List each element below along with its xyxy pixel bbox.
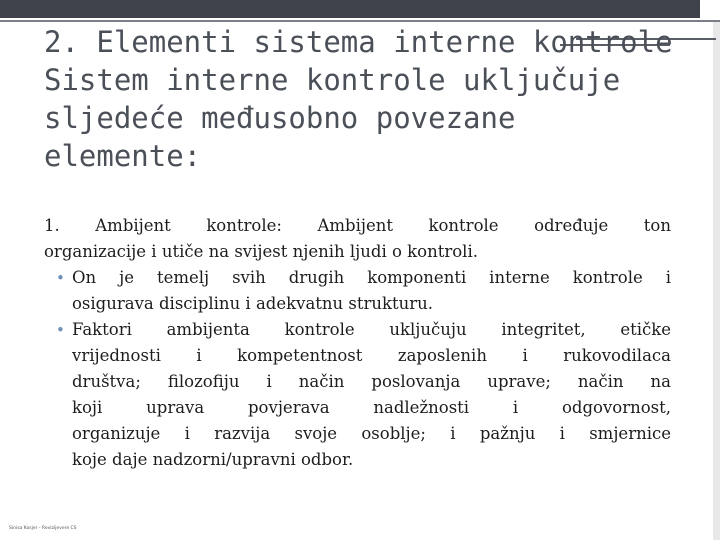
- slide-title: [44, 23, 673, 175]
- slide-footer: Sinisa Kosjer - Revizijevere CS: [9, 526, 77, 531]
- bullet-line: koje daje nadzorni/upravni odbor.: [72, 450, 354, 469]
- right-edge-strip: [713, 22, 720, 540]
- top-bar: [0, 0, 700, 18]
- slide-body: [44, 213, 671, 473]
- intro-line: 1. Ambijent kontrole: Ambijent kontrole određuje ton: [44, 216, 671, 235]
- title-line: 2. Elementi sistema interne kontrole: [44, 25, 673, 59]
- bullet-item: [44, 265, 671, 317]
- bullet-line: društva; filozofiju i način poslovanja uprave; način na: [72, 372, 671, 391]
- bullet-line: Faktori ambijenta kontrole uključuju integritet, etičke: [72, 320, 671, 339]
- top-bar-accent: [700, 0, 720, 22]
- title-line: Sistem interne kontrole uključuje: [44, 63, 621, 97]
- bullet-dot-icon: •: [56, 269, 65, 287]
- intro-line: organizacije i utiče na svijest njenih ljudi o kontroli.: [44, 242, 478, 261]
- bullet-line: koji uprava povjerava nadležnosti i odgovornost,: [72, 398, 671, 417]
- bullet-item: [44, 317, 671, 473]
- bullet-dot-icon: •: [56, 321, 65, 339]
- title-line: elemente:: [44, 139, 202, 173]
- top-bar-line: [0, 20, 720, 22]
- title-line: sljedeće međusobno povezane: [44, 101, 516, 135]
- bullet-line: vrijednosti i kompetentnost zaposlenih i rukovodilaca: [72, 346, 671, 365]
- bullet-line: osigurava disciplinu i adekvatnu strukturu.: [72, 294, 434, 313]
- bullet-line: On je temelj svih drugih komponenti interne kontrole i: [72, 268, 671, 287]
- bullet-line: organizuje i razvija svoje osoblje; i pažnju i smjernice: [72, 424, 671, 443]
- intro-paragraph: [44, 213, 671, 265]
